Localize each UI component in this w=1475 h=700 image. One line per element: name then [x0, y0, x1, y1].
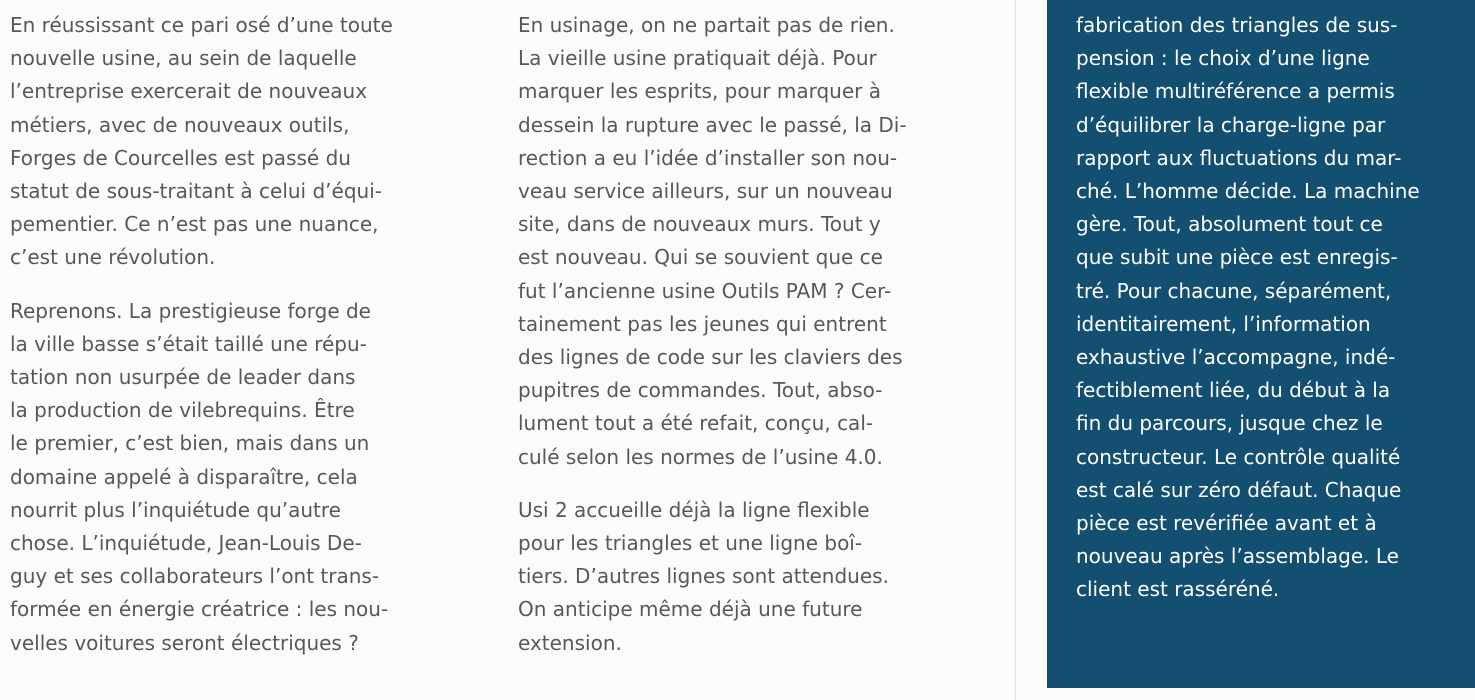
sidebar-box-text: fabrication des triangles de sus- pension : le choix d’une ligne flexible multiréférence a permis d’équilibrer la charge-ligne par rapport aux fluctuations du mar- ché. L’homme décide. La machine gère. Tout, absolument tout ce que subit une pièce est enregis- tré. Pour chacune, séparément, identitairement, l’information exhaustive l’accompagne, indé- fectiblement liée, du début à la fin du parcours, jusque chez le constructeur. Le contrôle qualité est calé sur zéro défaut. Chaque pièce est revérifiée avant et à nouveau après l’assemblage. Le client est rasséréné.	[1076, 13, 1420, 602]
column-2-paragraph-2: Usi 2 accueille déjà la ligne flexible pour les triangles et une ligne boî- tiers. D’autres lignes sont attendues. On anticipe même déjà une future extension.	[518, 497, 889, 655]
column-divider	[1015, 0, 1016, 700]
sidebar-text-box	[1047, 0, 1475, 688]
column-1-paragraph-1: En réussissant ce pari osé d’une toute nouvelle usine, au sein de laquelle l’entreprise exercerait de nouveaux métiers, avec de nouveaux outils, Forges de Courcelles est passé du statut de sous-traitant à celui d’équi- pementier. Ce n’est pas une nuance, c’est une révolution.	[10, 13, 393, 270]
article-column-1	[10, 9, 500, 680]
column-2-paragraph-1: En usinage, on ne partait pas de rien. La vieille usine pratiquait déjà. Pour marquer les esprits, pour marquer à dessein la rupture avec le passé, la Di- rection a eu l’idée d’installer son nou- veau service ailleurs, sur un nouveau site, dans de nouveaux murs. Tout y est nouveau. Qui se souvient que ce fut l’ancienne usine Outils PAM ? Cer- tainement pas les jeunes qui entrent des lignes de code sur les claviers des pupitres de commandes. Tout, abso- lument tout a été refait, conçu, cal- culé selon les normes de l’usine 4.0.	[518, 13, 907, 469]
article-column-2	[518, 9, 998, 680]
column-1-paragraph-2: Reprenons. La prestigieuse forge de la ville basse s’était taillé une répu- tation non usurpée de leader dans la production de vilebrequins. Être le premier, c’est bien, mais dans un domaine appelé à disparaître, cela nourrit plus l’inquiétude qu’autre chose. L’inquiétude, Jean-Louis De- guy et ses collaborateurs l’ont trans- formée en énergie créatrice : les nou- velles voitures seront électriques ?	[10, 298, 389, 655]
